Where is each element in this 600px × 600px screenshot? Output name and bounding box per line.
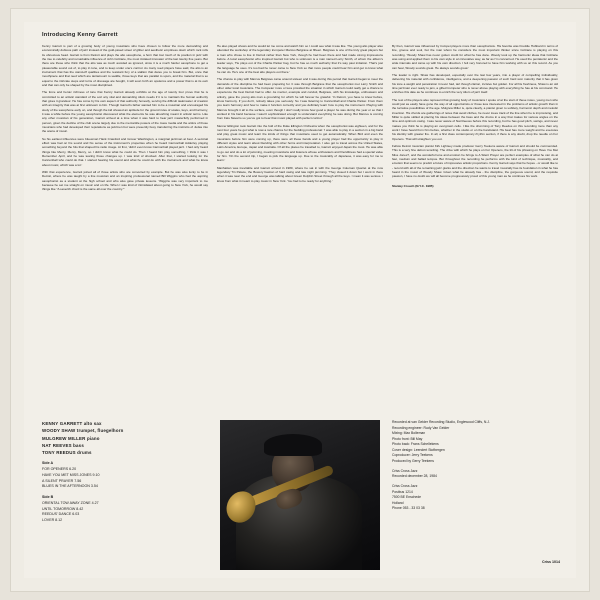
personnel-item: NAT REEVES bass <box>42 442 84 448</box>
personnel-item: WOODY SHAW trumpet, fluegelhorn <box>42 428 124 434</box>
personnel-list <box>42 420 210 456</box>
label-company: Criss Cross Jazz <box>392 484 418 489</box>
side-b-label: Side B <box>42 495 54 500</box>
recording-credits <box>392 420 562 464</box>
label-address-line-2: 7500 BE Enschede <box>392 495 422 500</box>
liner-notes-columns <box>42 44 560 404</box>
track-item: FOR OPENERS 6.20 <box>42 467 77 472</box>
label-country: Holland <box>392 500 404 505</box>
paragraph: He also played shows and he would let me come and watch him so I could see what it was like. The young alto player also attended the workshop of the legendary trumpeter Marcus Belgrave at fifteen. Belgrave is one of the truly great players but a man who chose to live in Detroit rather than New York, though he had been there and had made strong impressions before. A local saxophonist who inspired Garrett but who is unknown is a man named Larry Smith, of whom the album's leader says, 'He plays out of the Charlie Parker bag, but he has so much authority that it's way past imitation. That's just the language he uses. It's too bad he never came to New York so that more people could hear him and get to know what he can do. He's one of the best alto players out there.' <box>217 44 383 74</box>
label-name: Criss Cross Jazz <box>392 468 418 473</box>
cover-design-credit: Cover design: Leendert Stofbergen <box>392 447 445 452</box>
track-item: HAVE YOU MET MISS JONES 9.10 <box>42 472 100 477</box>
personnel-item: MULGREW MILLER piano <box>42 435 100 441</box>
artist-photo <box>220 420 380 570</box>
paragraph: Fellow Detroit musician pianist Kirk Lightsey made producer Gerry Teekens aware of Garrett and should be commended. This is a very fine debut recording. The drive with which he plays on For Openers, the tilt of his phrasing on Have You Met Miss Jones?, and the wonderful tone and emotion he brings to A Silent Prayer are perfect examples of what he can do at fast, medium and ballad tempos. But throughout the recording he performs with the kind of technique, musicality, and emotion that seems to predict a future of impressive artistic proportions. Kenny Garrett says that he hopes - or would like to - record with all of the remaining jazz giants and the direction he wants to travel musically has its foundation in what he has heard in the music of Woody Shaw. Given what he already has - the discipline, the gorgeous sound, and the requisite passion, I have no doubt we will all become progressively proud of this young man as he continues his work. <box>392 144 558 179</box>
coproducer-credit: Coproducer: Jerry Teekens <box>392 453 433 458</box>
page-title: Introducing Kenny Garrett <box>42 32 118 38</box>
label-address-line-1: Postbus 1214 <box>392 489 413 494</box>
recording-studio: Recorded at van Gelder Recording Studio, Englewood Cliffs, N.J. <box>392 420 490 424</box>
production-credits <box>392 420 562 516</box>
track-item: BLUES IN THE AFTERNOON 3.54 <box>42 484 98 489</box>
side-a-label: Side A <box>42 461 54 466</box>
photo-back-credit: Photo back: Frans Schellekens <box>392 442 439 447</box>
paragraph: So his earliest influences were bluesman Hank Crawford and Grover Washington, a marginal jazzman at best. A seminal effect was had on his sound and his sense of the instrument's properties when he heard Cannonball Adderley playing something beyond the hits that shaped his radio image. At first, 'didn't even know Cannonball played jazz. I had only heard things like Mercy, Mercy, Mercy, so I didn't know what he could do. Then I heard him play something, I think it was I Remember April, and he was tearing those changes up. I was kind of shocked. After that, I started looking for the Cannonball who could do that. I started hearing his sound and what he could do with the instrument and what he knew about music, which was a lot.' <box>42 136 208 167</box>
paragraph: Mercer Ellington took Garrett into the fold of the Duke Ellington Orchestra when the saxophonist was eighteen, and for the next four years he got what is now a rare chance for the budding professional: 'I was able to play in a section in a big band and play great music and learn the kinds of things that musicians used to get automatically. When Bird and even the musicians before him were coming up, there were all these bands and a young player had the opportunity to play in different styles and learn about blending with other horns and interpretation. I also got to travel across the United States, Latin America, Europe, Japan and Australia. Of all the places he travelled to, Garrett enjoyed Japan the most. He was able to go out and do a lot of jamming, meeting musicians and listeners whose enthusiasm and friendliness had a special value for him. 'On the second trip, I began to pick the language up. Due to the musicality of Japanese, it was easy for me to learn.' <box>217 123 383 163</box>
track-item: A SILENT PRAYER 7.56 <box>42 478 82 483</box>
label-copyright <box>392 469 562 480</box>
photo-figure-hat <box>264 434 322 456</box>
label-phone: Phone 053 - 33 03 38 <box>392 506 425 511</box>
record-sleeve <box>10 8 590 592</box>
label-address <box>392 484 562 512</box>
producer-credit: Produced by Gerry Teekens <box>392 458 434 463</box>
track-item: REEDUS' DANCE 6.03 <box>42 512 80 517</box>
track-item: UNTIL TOMORROW 8.42 <box>42 506 84 511</box>
track-item: LOVER 8.12 <box>42 518 63 523</box>
personnel-item: KENNY GARRETT alto sax <box>42 421 102 426</box>
paragraph: The leader is right. Shaw has developed, especially over the last few years, into a player of compelling individuality, delivering his material with confidence, intelligence, and a deepening passion of such hard won maturity that it has given his tone a weight and penetration it never had, tart though clarion, incisive but golden. For all his freshness, Shaw is an old time jazzman ever ready to jam, a gifted trumpeter who is never above playing with everything he has at his command. He enriches this date as he continues to enrich the very idiom of jazz itself. <box>392 73 558 95</box>
track-item: ORIENTAL TOW AWAY ZONE 4.27 <box>42 500 99 505</box>
photo-front-credit: Photo front: Bill May <box>392 436 423 441</box>
paragraph: Kenny Garrett is part of a growing body of young musicians who have chosen to follow the more demanding and economically dubious path of jazz instead of the gold-paved street of glitter and aesthetic emptiness down which rock rolls its obnoxious head. Garrett is from Detroit and plays the alto saxophone, a horn that lost much of its position in jazz with the rise to celebrity and remarkable influence of John Coltrane, the most imitated innovator of the last twenty five years. But there are those who think that the alto was as much avoided as ignored, since it is a much harder saxophone to get a pleasurable sound out of, to play in tune, and to keep under one's control. As many reed players have said, the alto is an instrument that has the stand-off qualities and the resistant fury of a stallion that dares you to break him. But, once that mouthpiece and that reed which are tantamount to saddle, those keys that are parallel to spurs, and the material that is so equal to the intricate steps and turns of dressage are bought, it will soon forth an opulence and a power that is at its own and that can only be shaped by the most disciplined. <box>42 44 208 87</box>
liner-notes-column-2 <box>217 44 383 404</box>
credits-personnel-tracklist <box>42 420 210 524</box>
paragraph: The force and heroic richness of tone that Kenny Garrett already exhibits at the age of twenty four prove that he is committed to an artistic standard of the sort any vital and demanding idiom needs if it is to maintain the human authority that gives it grandeur. He has come by his own aspect of that authority honestly, serving the difficult taskmaster of creation with an integrity that was at first unknown to him. Though Garrett's father wanted him to be a musician and encouraged his study of the saxophone early on, and though the kid showed an aptitude for the ground rules of scales, keys, and harmony, it was a while before the young saxophonist discovered what the elements he was absorbing meant in artistic terms. Like any other musician of his generation, Garrett arrived at a time when it was hard to hear jazz masterfully performed in person, given the decline of the club scene largely due to the mercantile powers of the mass media and the antics of those musicians who had developed their reputations as jazzmen but were presently busy transferring the instincts of Judas into the arena of music. <box>42 90 208 134</box>
mixing-credit: Mixing: Max Bolleman <box>392 431 426 436</box>
paragraph: The chance to play with Marcus Belgrave came around sixteen and it was during this period that Garrett began to meet the demands of the discipline he had been preparing for. It was through Belgrave that the saxophonist met Larry Smith and other older local musicians. The trumpeter more or less provided the situation in which Garrett could really get a chance to experience the best Detroit had to offer. As mentor, example and conduit, Belgrave, with his knowledge, enthusiasm and artistry, gave the young alto man a grounding for which he will forever be grateful. 'In Detroit, you have to know before, know harmony. If you don't, nobody takes you seriously. So I was listening to Cannonball and Charlie Parker. From them you learn harmony and how to make it function correctly and you definitely learn how to play the instrument. Playing with Marcus brought it all to the surface, even though I don't really know how good a player he was during the year or so that I worked in his band because I wasn't sophisticated enough to understand everything he was doing. But Marcus is coming from Fats Navarro so you've got to hear that music played with perfect control.' <box>217 77 383 121</box>
paragraph: With that experience, Garrett joined all of those artists who are converted by example. But he was also lucky to be in Detroit, where he was taught by a line musician and an inspiring professional named Bill Wiggins who had the aspiring saxophonist as a student at the high school and who also gave private lessons. 'Wiggins was very important to me because he set me straight on music and on life. When I was kind of intimidated about going to New York, he would say things like "A seventh chord is the same all over the country."' <box>42 170 208 192</box>
liner-notes-column-1 <box>42 44 208 404</box>
liner-notes-page <box>24 22 576 578</box>
catalog-number: Criss 1014 <box>542 560 560 564</box>
paragraph: By then, Garrett was influenced by trumpet players more than saxophonists. His favorite was Freddie Hubbard in terms of line, groove and soul, but the man whom he considers the most important thinker since Coltrane is playing on this recording. 'Woody Shaw has never gotten credit for what he has done. Woody took up the harmonic ideas that Coltrane was using and applied them to his own style in an innovative way, as far as I'm concerned. He used the pentatonic and the wide intervals and came up with his own direction. I felt very honored to have him working with us on this record. As you can hear, Woody sounds great. He always sounds great.' <box>392 44 558 70</box>
liner-notes-column-3 <box>392 44 558 404</box>
personnel-item: TONY REEDUS drums <box>42 450 92 456</box>
author-signature: Stanley Crouch (N.Y.C. 1985) <box>392 183 434 188</box>
recording-engineer: Recording engineer: Rudy Van Gelder <box>392 425 450 430</box>
recording-date: Recorded december 28, 1984 <box>392 474 437 479</box>
paragraph: Manhattan was inevitable and Garrett arrived in 1980, where he sat in with the George Coleman Quartet at the now legendary Tin Palace, the Bowery bastion of hard swing and late night jamming. 'They closed it down but I went in there when it was near the end and George was talking about Green Dolphin Street through all the keys. I mean it was serious. I knew from what it meant to play music in New York. You had to be ready for anything.' <box>217 165 383 183</box>
paragraph: The rest of the players also represent that growing body of musicians I spoke of at the start of these notes, young men who could just as easily have gone the way of all opportunists or those less interested in the problems of artistic growth than in the lucrative possibilities of the age. Mulgrew Miller is, quite clearly, a pianist given to subtlety, harmonic depth and melodic invention. His chords are gatherings of notes that avoid cliches, he never loses track of the line when he is improvising, and Miller is quite skilled at placing his ideas between the bass and the drums in a way that makes for various angles on the time and optimum swing. I was never aware of Nat Reeves before this recording, but he has good pitch, swings, and never makes you think he is playing an overgrown cello. I like the drumming of Tony Reedus on this recording more than any work I have heard from him before, whether in the studio or on the bandstand. His beat has more weight and he executes his identity with greater fire. In all, a first class contemporary rhythm section, if there is any doubt, drop the needle on For Openers. That will straighten you out. <box>392 97 558 141</box>
